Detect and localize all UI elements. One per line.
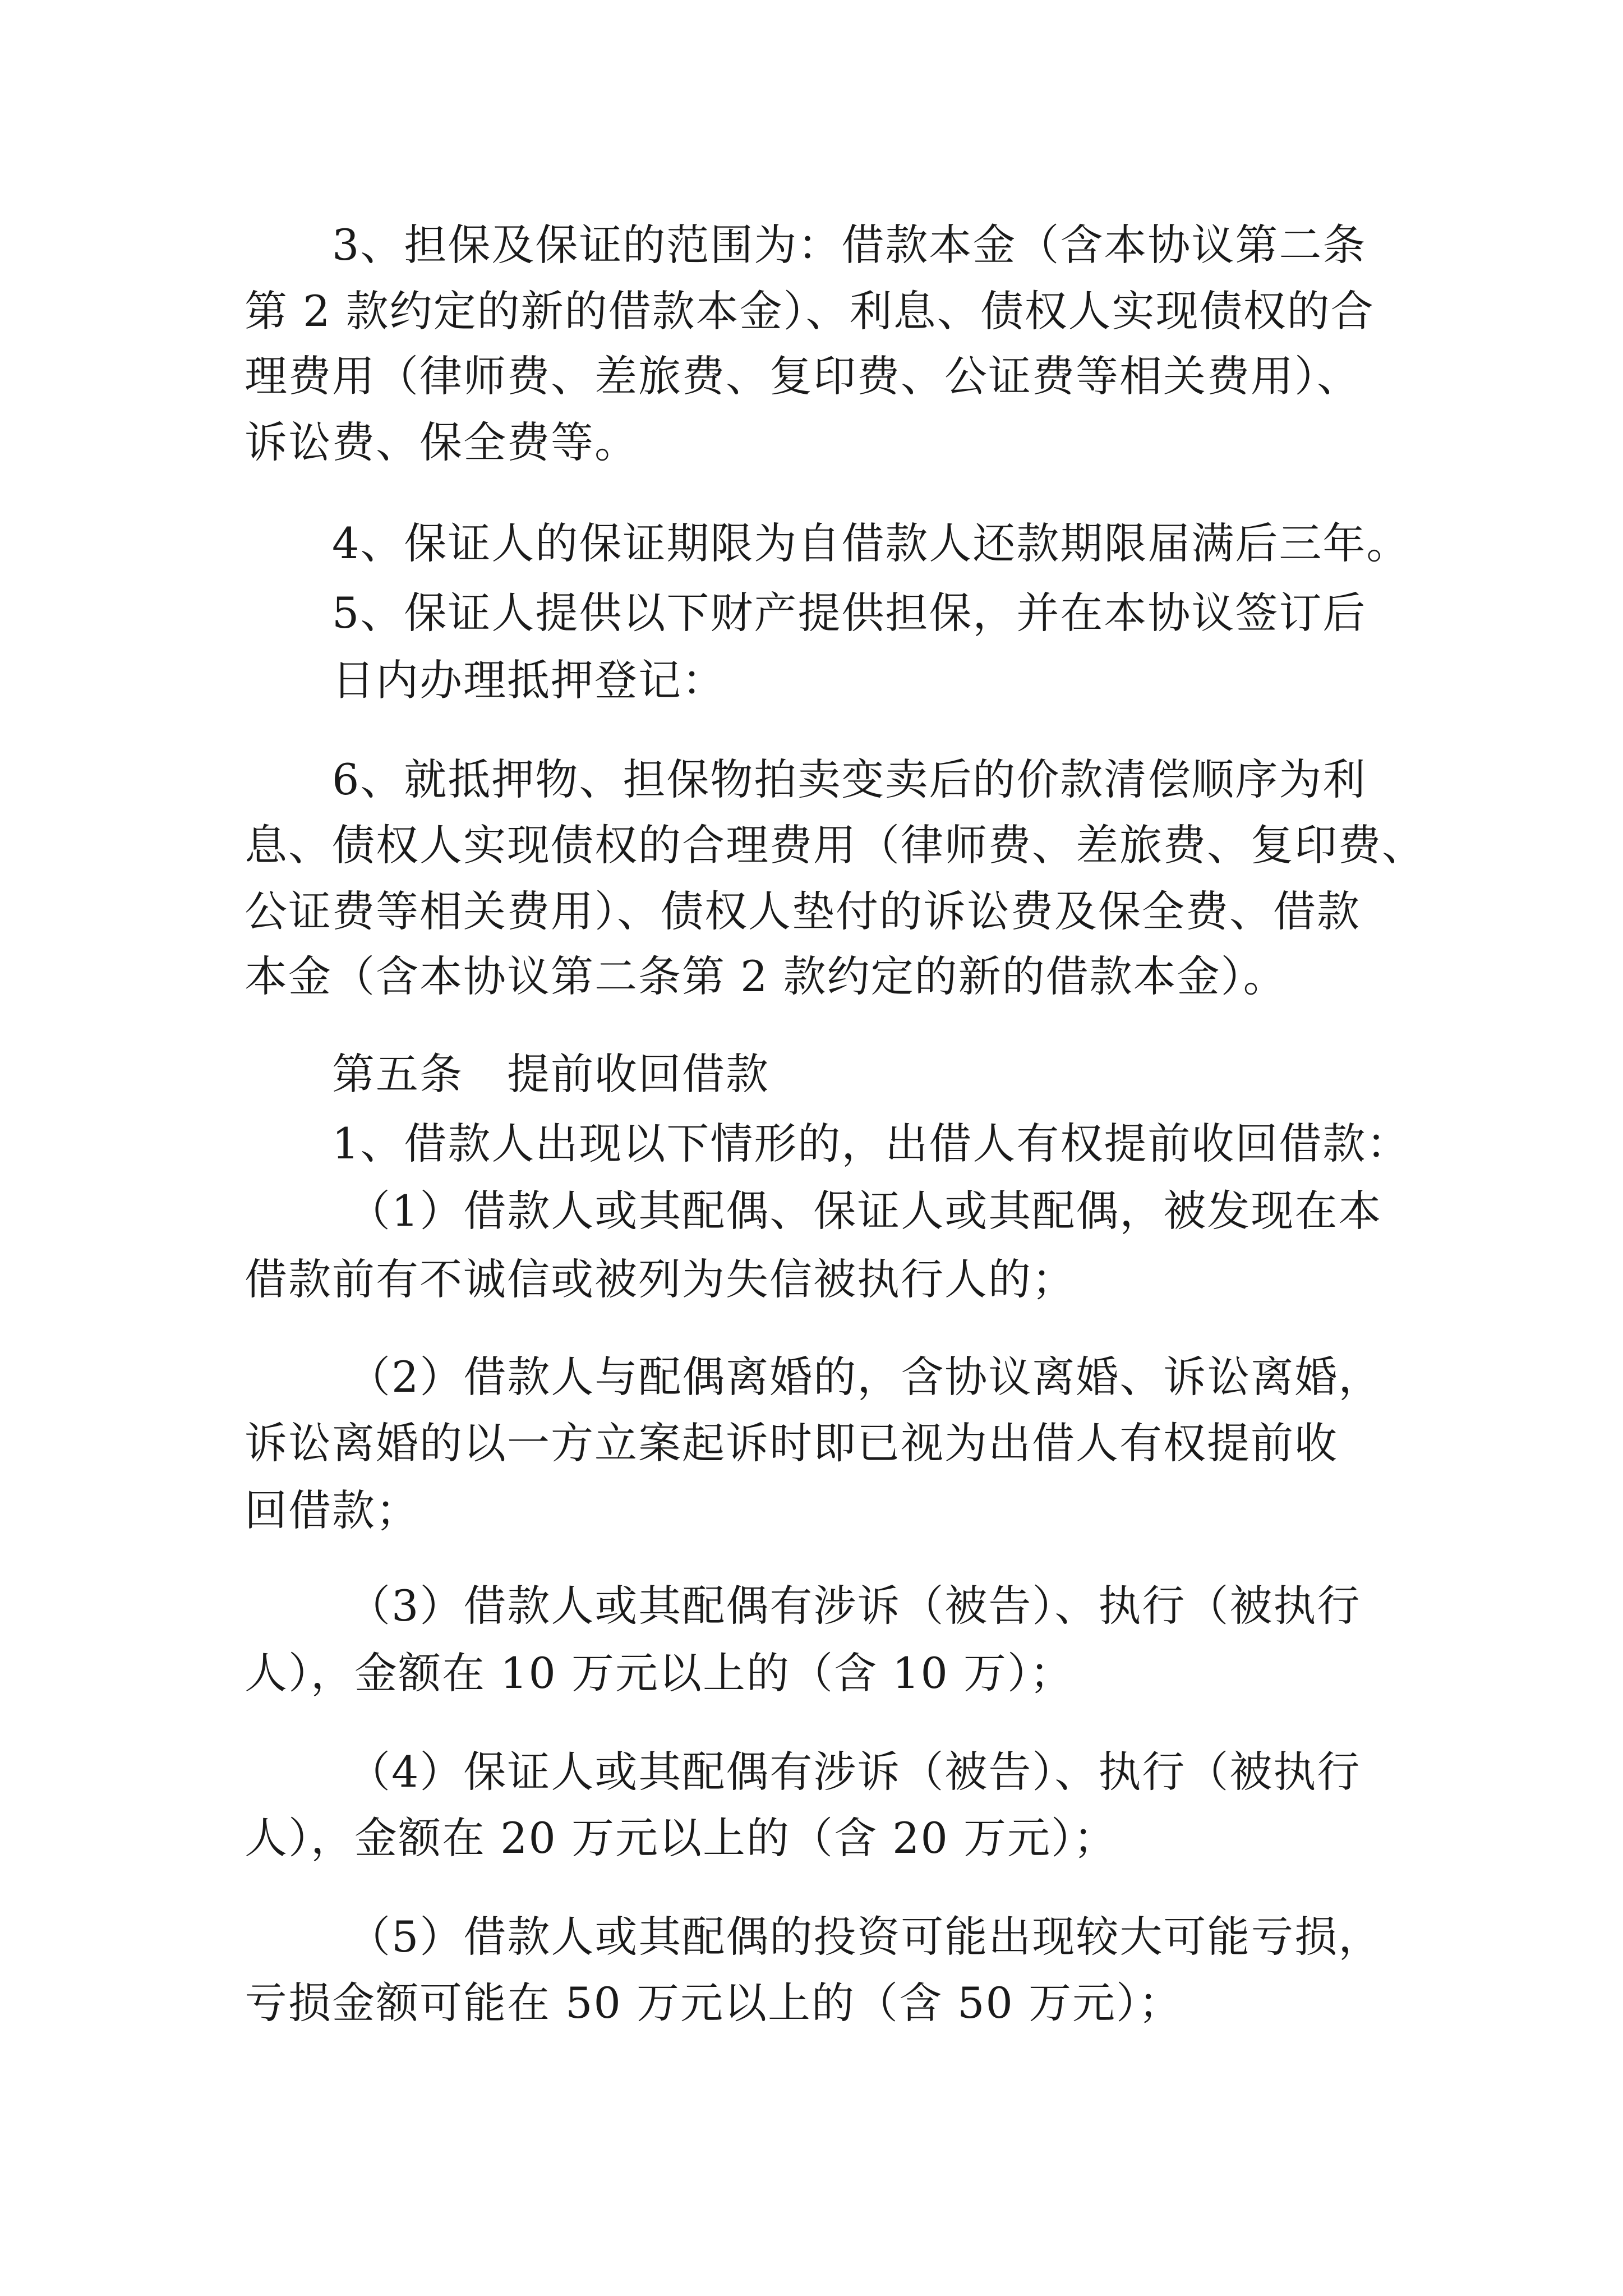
paragraph-5-line-2: 日内办理抵押登记：	[332, 655, 726, 705]
paragraph-6-line-3: 公证费等相关费用）、债权人垫付的诉讼费及保全费、借款	[245, 886, 1361, 936]
paragraph-6-line-2: 息、债权人实现债权的合理费用（律师费、差旅费、复印费、	[245, 820, 1426, 870]
item-3-line-1: （3）借款人或其配偶有涉诉（被告）、执行（被执行	[348, 1581, 1361, 1631]
paragraph-3-line-1: 3、担保及保证的范围为：借款本金（含本协议第二条	[332, 220, 1367, 270]
item-3-line-2: 人），金额在 10 万元以上的（含 10 万）；	[245, 1648, 1074, 1698]
article-5-heading: 第五条 提前收回借款	[332, 1049, 769, 1099]
item-2-line-1: （2）借款人与配偶离婚的，含协议离婚、诉讼离婚，	[348, 1352, 1382, 1402]
clause-1-line-1: 1、借款人出现以下情形的，出借人有权提前收回借款：	[332, 1119, 1410, 1168]
paragraph-4-line-1: 4、保证人的保证期限为自借款人还款期限届满后三年。	[332, 518, 1410, 568]
item-2-line-2: 诉讼离婚的以一方立案起诉时即已视为出借人有权提前收	[245, 1418, 1338, 1468]
item-5-line-2: 亏损金额可能在 50 万元以上的（含 50 万元）；	[245, 1978, 1183, 2028]
item-1-line-1: （1）借款人或其配偶、保证人或其配偶，被发现在本	[348, 1186, 1382, 1236]
paragraph-6-line-1: 6、就抵押物、担保物拍卖变卖后的价款清偿顺序为利	[332, 754, 1367, 804]
paragraph-3-line-4: 诉讼费、保全费等。	[245, 417, 638, 467]
item-4-line-2: 人），金额在 20 万元以上的（含 20 万元）；	[245, 1813, 1118, 1863]
paragraph-3-line-3: 理费用（律师费、差旅费、复印费、公证费等相关费用）、	[245, 351, 1361, 401]
item-4-line-1: （4）保证人或其配偶有涉诉（被告）、执行（被执行	[348, 1747, 1361, 1797]
paragraph-5-line-1: 5、保证人提供以下财产提供担保，并在本协议签订后	[332, 588, 1367, 638]
item-2-line-3: 回借款；	[245, 1485, 419, 1535]
item-5-line-1: （5）借款人或其配偶的投资可能出现较大可能亏损，	[348, 1912, 1382, 1962]
paragraph-3-line-2: 第 2 款约定的新的借款本金）、利息、债权人实现债权的合	[245, 286, 1375, 336]
item-1-line-2: 借款前有不诚信或被列为失信被执行人的；	[245, 1254, 1076, 1304]
paragraph-6-line-4: 本金（含本协议第二条第 2 款约定的新的借款本金）。	[245, 951, 1287, 1001]
